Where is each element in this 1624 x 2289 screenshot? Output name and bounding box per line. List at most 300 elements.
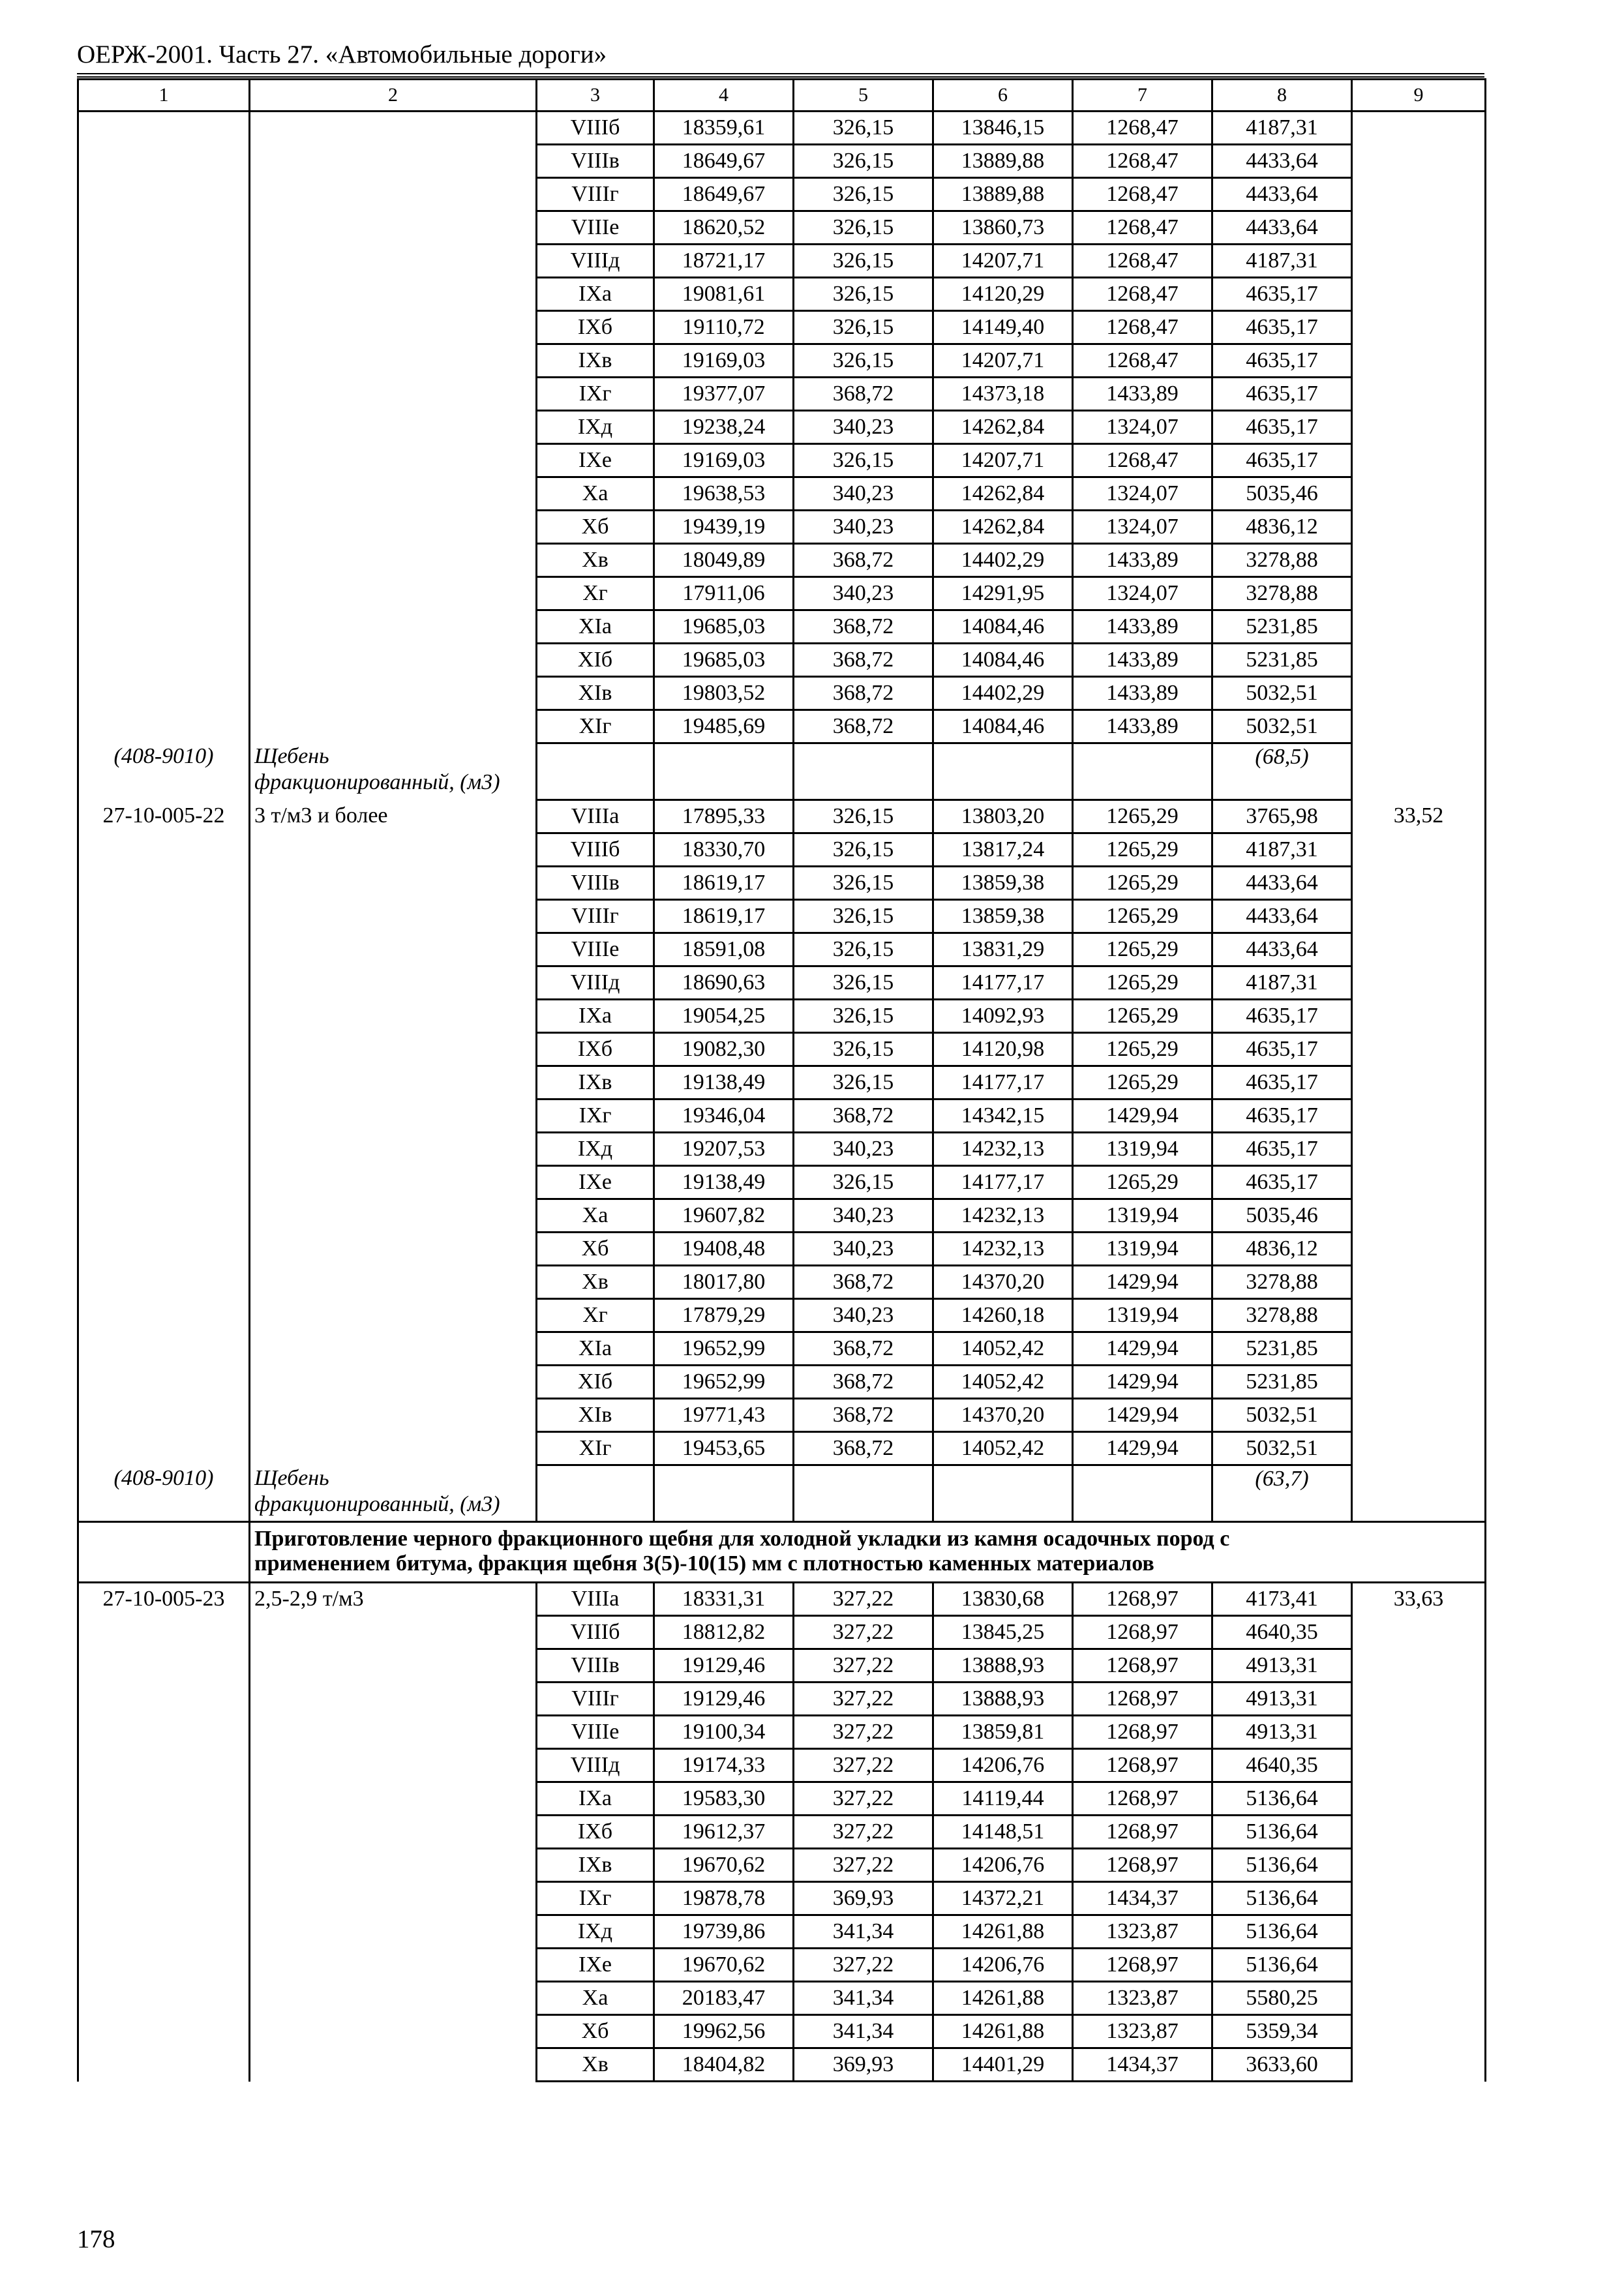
value-cell: 1265,29 xyxy=(1073,800,1212,833)
value-cell: 1265,29 xyxy=(1073,833,1212,867)
empty-cell xyxy=(250,411,537,444)
value-cell: 19962,56 xyxy=(654,2015,794,2048)
column-number: 9 xyxy=(1352,80,1486,112)
value-cell: 14342,15 xyxy=(933,1100,1073,1133)
value-cell: 19670,62 xyxy=(654,1949,794,1982)
resource-row xyxy=(78,743,1486,800)
zone-grade-cell: IXа xyxy=(537,1782,654,1816)
empty-cell xyxy=(250,1366,537,1399)
empty-cell xyxy=(250,444,537,477)
zone-grade-cell: Xг xyxy=(537,1299,654,1332)
table-row xyxy=(78,411,1486,444)
zone-grade-cell: VIIIб xyxy=(537,112,654,145)
table-row xyxy=(78,1882,1486,1915)
empty-cell xyxy=(1352,411,1486,444)
table-row xyxy=(78,211,1486,245)
table-row xyxy=(78,1749,1486,1782)
value-cell: 326,15 xyxy=(794,900,933,933)
value-cell: 4187,31 xyxy=(1212,112,1352,145)
empty-cell xyxy=(250,677,537,710)
value-cell: 5231,85 xyxy=(1212,1332,1352,1366)
value-cell: 13846,15 xyxy=(933,112,1073,145)
value-cell: 326,15 xyxy=(794,245,933,278)
empty-cell xyxy=(1352,1616,1486,1649)
empty-cell xyxy=(78,145,250,178)
table-row xyxy=(78,1616,1486,1649)
empty-cell xyxy=(78,577,250,610)
value-cell: 13830,68 xyxy=(933,1583,1073,1616)
empty-cell xyxy=(250,1915,537,1949)
table-row xyxy=(78,511,1486,544)
zone-grade-cell: IXг xyxy=(537,1100,654,1133)
resource-name-line: фракционированный, (м3) xyxy=(254,770,500,794)
resource-row xyxy=(78,1465,1486,1522)
value-cell: 14149,40 xyxy=(933,311,1073,344)
empty-cell xyxy=(1073,743,1212,800)
value-cell: 19174,33 xyxy=(654,1749,794,1782)
table-row xyxy=(78,145,1486,178)
value-cell: 326,15 xyxy=(794,1000,933,1033)
value-cell: 19082,30 xyxy=(654,1033,794,1066)
empty-cell xyxy=(78,544,250,577)
value-cell: 327,22 xyxy=(794,1949,933,1982)
value-cell: 5032,51 xyxy=(1212,710,1352,743)
table-row xyxy=(78,444,1486,477)
empty-cell xyxy=(537,1465,654,1522)
empty-cell xyxy=(1352,1782,1486,1816)
value-cell: 1265,29 xyxy=(1073,966,1212,1000)
value-cell: 18619,17 xyxy=(654,867,794,900)
empty-cell xyxy=(1352,112,1486,145)
value-cell: 14207,71 xyxy=(933,344,1073,378)
empty-cell xyxy=(250,1332,537,1366)
empty-cell xyxy=(250,344,537,378)
value-cell: 326,15 xyxy=(794,966,933,1000)
value-cell: 5136,64 xyxy=(1212,1949,1352,1982)
empty-cell xyxy=(78,1915,250,1949)
value-cell: 5032,51 xyxy=(1212,1399,1352,1432)
empty-cell xyxy=(250,178,537,211)
value-cell: 4635,17 xyxy=(1212,1133,1352,1166)
empty-cell xyxy=(794,1465,933,1522)
zone-grade-cell: VIIIг xyxy=(537,1683,654,1716)
table-row xyxy=(78,344,1486,378)
value-cell: 14372,21 xyxy=(933,1882,1073,1915)
value-cell: 1268,47 xyxy=(1073,278,1212,311)
value-cell: 14232,13 xyxy=(933,1133,1073,1166)
empty-cell xyxy=(78,511,250,544)
resource-code: (408-9010) xyxy=(113,743,214,768)
value-cell: 14261,88 xyxy=(933,1982,1073,2015)
table-row xyxy=(78,800,1486,833)
zone-grade-cell: XIб xyxy=(537,1366,654,1399)
empty-cell xyxy=(1352,1199,1486,1233)
table-row xyxy=(78,710,1486,743)
empty-cell xyxy=(78,966,250,1000)
table-row xyxy=(78,1949,1486,1982)
empty-cell xyxy=(1352,743,1486,800)
empty-cell xyxy=(1352,833,1486,867)
table-row xyxy=(78,477,1486,511)
value-cell: 1429,94 xyxy=(1073,1332,1212,1366)
zone-grade-cell: Xб xyxy=(537,511,654,544)
resource-code-cell xyxy=(78,743,250,800)
value-cell: 18404,82 xyxy=(654,2048,794,2082)
column-number: 7 xyxy=(1073,80,1212,112)
zone-grade-cell: VIIIб xyxy=(537,833,654,867)
table-row xyxy=(78,1233,1486,1266)
value-cell: 5136,64 xyxy=(1212,1816,1352,1849)
value-cell: 368,72 xyxy=(794,1266,933,1299)
empty-cell xyxy=(250,933,537,966)
empty-cell xyxy=(250,610,537,644)
empty-cell xyxy=(250,1000,537,1033)
table-row xyxy=(78,1133,1486,1166)
empty-cell xyxy=(794,743,933,800)
value-cell: 327,22 xyxy=(794,1583,933,1616)
value-cell: 340,23 xyxy=(794,1299,933,1332)
empty-cell xyxy=(250,245,537,278)
empty-cell xyxy=(1352,900,1486,933)
empty-cell xyxy=(78,1266,250,1299)
zone-grade-cell: Xв xyxy=(537,544,654,577)
zone-grade-cell: IXв xyxy=(537,1849,654,1882)
value-cell: 1268,47 xyxy=(1073,211,1212,245)
value-cell: 1429,94 xyxy=(1073,1266,1212,1299)
table-row xyxy=(78,610,1486,644)
value-cell: 3278,88 xyxy=(1212,1266,1352,1299)
value-cell: 14092,93 xyxy=(933,1000,1073,1033)
value-cell: 13889,88 xyxy=(933,145,1073,178)
empty-cell xyxy=(78,477,250,511)
empty-cell xyxy=(78,1849,250,1882)
value-cell: 14084,46 xyxy=(933,710,1073,743)
zone-grade-cell: VIIIг xyxy=(537,900,654,933)
empty-cell xyxy=(78,610,250,644)
value-cell: 326,15 xyxy=(794,833,933,867)
code-cell: 27-10-005-22 xyxy=(78,800,250,833)
value-cell: 14262,84 xyxy=(933,411,1073,444)
value-cell: 18649,67 xyxy=(654,178,794,211)
empty-cell xyxy=(1352,1749,1486,1782)
empty-cell xyxy=(1352,311,1486,344)
table-row xyxy=(78,1716,1486,1749)
empty-cell xyxy=(78,278,250,311)
empty-cell xyxy=(250,1066,537,1100)
zone-grade-cell: IXе xyxy=(537,444,654,477)
value-cell: 20183,47 xyxy=(654,1982,794,2015)
header-rule-top xyxy=(77,73,1484,74)
table-row xyxy=(78,1033,1486,1066)
value-cell: 4635,17 xyxy=(1212,278,1352,311)
empty-cell xyxy=(78,311,250,344)
empty-cell xyxy=(250,1882,537,1915)
value-cell: 18649,67 xyxy=(654,145,794,178)
empty-cell xyxy=(1352,1366,1486,1399)
table-row xyxy=(78,1583,1486,1616)
value-cell: 19129,46 xyxy=(654,1683,794,1716)
value-cell: 13803,20 xyxy=(933,800,1073,833)
empty-cell xyxy=(78,178,250,211)
value-cell: 14232,13 xyxy=(933,1233,1073,1266)
column-number: 5 xyxy=(794,80,933,112)
table-row xyxy=(78,112,1486,145)
column-number: 2 xyxy=(250,80,537,112)
empty-cell xyxy=(1352,933,1486,966)
value-cell: 14120,98 xyxy=(933,1033,1073,1066)
empty-cell xyxy=(250,1949,537,1982)
zone-grade-cell: Xа xyxy=(537,1982,654,2015)
value-cell: 326,15 xyxy=(794,933,933,966)
value-cell: 368,72 xyxy=(794,677,933,710)
zone-grade-cell: IXв xyxy=(537,1066,654,1100)
value-cell: 1265,29 xyxy=(1073,1000,1212,1033)
value-cell: 19771,43 xyxy=(654,1399,794,1432)
value-cell: 1323,87 xyxy=(1073,1982,1212,2015)
value-cell: 1268,97 xyxy=(1073,1949,1212,1982)
value-cell: 368,72 xyxy=(794,1432,933,1465)
empty-cell xyxy=(250,2048,537,2082)
zone-grade-cell: VIIIв xyxy=(537,867,654,900)
value-cell: 1268,47 xyxy=(1073,311,1212,344)
value-cell: 14084,46 xyxy=(933,610,1073,644)
empty-cell xyxy=(250,966,537,1000)
value-cell: 1434,37 xyxy=(1073,1882,1212,1915)
value-cell: 340,23 xyxy=(794,1233,933,1266)
empty-cell xyxy=(933,1465,1073,1522)
table-row xyxy=(78,1332,1486,1366)
empty-cell xyxy=(78,2015,250,2048)
empty-cell xyxy=(250,1649,537,1683)
empty-cell xyxy=(78,1782,250,1816)
value-cell: 1268,97 xyxy=(1073,1616,1212,1649)
description-cell: 2,5-2,9 т/м3 xyxy=(250,1583,537,1616)
value-cell: 1268,47 xyxy=(1073,178,1212,211)
value-cell: 1429,94 xyxy=(1073,1366,1212,1399)
value-cell: 5231,85 xyxy=(1212,1366,1352,1399)
value-cell: 19054,25 xyxy=(654,1000,794,1033)
value-cell: 340,23 xyxy=(794,1199,933,1233)
value-cell: 19485,69 xyxy=(654,710,794,743)
value-cell: 5136,64 xyxy=(1212,1849,1352,1882)
value-cell: 19110,72 xyxy=(654,311,794,344)
empty-cell xyxy=(78,245,250,278)
value-cell: 19685,03 xyxy=(654,610,794,644)
table-row xyxy=(78,833,1486,867)
empty-cell xyxy=(78,1982,250,2015)
value-cell: 1324,07 xyxy=(1073,511,1212,544)
empty-cell xyxy=(250,1432,537,1465)
table-row xyxy=(78,311,1486,344)
zone-grade-cell: XIа xyxy=(537,1332,654,1366)
zone-grade-cell: XIв xyxy=(537,677,654,710)
value-cell: 4635,17 xyxy=(1212,1166,1352,1199)
value-cell: 327,22 xyxy=(794,1649,933,1683)
value-cell: 4836,12 xyxy=(1212,1233,1352,1266)
value-cell: 19652,99 xyxy=(654,1366,794,1399)
empty-cell xyxy=(654,743,794,800)
value-cell: 4635,17 xyxy=(1212,444,1352,477)
zone-grade-cell: VIIIд xyxy=(537,245,654,278)
value-cell: 14262,84 xyxy=(933,477,1073,511)
empty-cell xyxy=(1352,1233,1486,1266)
value-cell: 327,22 xyxy=(794,1816,933,1849)
zone-grade-cell: IXг xyxy=(537,1882,654,1915)
table-row xyxy=(78,933,1486,966)
value-cell: 13888,93 xyxy=(933,1683,1073,1716)
empty-cell xyxy=(1352,677,1486,710)
empty-cell xyxy=(78,1199,250,1233)
value-cell: 1433,89 xyxy=(1073,710,1212,743)
value-cell: 17895,33 xyxy=(654,800,794,833)
zone-grade-cell: Xб xyxy=(537,1233,654,1266)
value-cell: 1268,97 xyxy=(1073,1816,1212,1849)
empty-cell xyxy=(78,1000,250,1033)
value-cell: 1429,94 xyxy=(1073,1432,1212,1465)
table-row xyxy=(78,1100,1486,1133)
empty-cell xyxy=(250,278,537,311)
value-cell: 1434,37 xyxy=(1073,2048,1212,2082)
value-cell: 340,23 xyxy=(794,1133,933,1166)
value-cell: 5136,64 xyxy=(1212,1782,1352,1816)
value-cell: 18359,61 xyxy=(654,112,794,145)
value-cell: 326,15 xyxy=(794,444,933,477)
value-cell: 19138,49 xyxy=(654,1066,794,1100)
empty-cell xyxy=(250,1982,537,2015)
table-row xyxy=(78,2048,1486,2082)
value-cell: 368,72 xyxy=(794,544,933,577)
value-cell: 1319,94 xyxy=(1073,1133,1212,1166)
empty-cell xyxy=(250,1100,537,1133)
empty-cell xyxy=(78,2048,250,2082)
empty-cell xyxy=(78,1716,250,1749)
value-cell: 369,93 xyxy=(794,1882,933,1915)
table-row xyxy=(78,1066,1486,1100)
zone-grade-cell: IXа xyxy=(537,278,654,311)
empty-cell xyxy=(1352,867,1486,900)
value-cell: 19612,37 xyxy=(654,1816,794,1849)
column-number: 8 xyxy=(1212,80,1352,112)
empty-cell xyxy=(78,1033,250,1066)
empty-cell xyxy=(1352,966,1486,1000)
description-cell: 3 т/м3 и более xyxy=(250,800,537,833)
value-cell: 19138,49 xyxy=(654,1166,794,1199)
zone-grade-cell: VIIIе xyxy=(537,1716,654,1749)
value-cell: 14120,29 xyxy=(933,278,1073,311)
empty-cell xyxy=(78,1233,250,1266)
resource-qty-cell xyxy=(1212,743,1352,800)
value-cell: 4913,31 xyxy=(1212,1683,1352,1716)
value-cell: 19081,61 xyxy=(654,278,794,311)
zone-grade-cell: VIIIа xyxy=(537,1583,654,1616)
value-cell: 19207,53 xyxy=(654,1133,794,1166)
empty-cell xyxy=(78,411,250,444)
value-cell: 5359,34 xyxy=(1212,2015,1352,2048)
value-cell: 326,15 xyxy=(794,800,933,833)
value-cell: 4635,17 xyxy=(1212,1066,1352,1100)
empty-cell xyxy=(250,1233,537,1266)
value-cell: 326,15 xyxy=(794,145,933,178)
value-cell: 5136,64 xyxy=(1212,1915,1352,1949)
value-cell: 14177,17 xyxy=(933,1066,1073,1100)
document-header: ОЕРЖ-2001. Часть 27. «Автомобильные дороги» xyxy=(77,40,607,68)
empty-cell xyxy=(78,933,250,966)
empty-cell xyxy=(250,1299,537,1332)
resource-qty-cell xyxy=(1212,1465,1352,1522)
section-heading-line: применением битума, фракция щебня 3(5)-10(15) мм с плотностью каменных материалов xyxy=(254,1551,1154,1576)
empty-cell xyxy=(1352,245,1486,278)
empty-cell xyxy=(250,1133,537,1166)
empty-cell xyxy=(933,743,1073,800)
value-cell: 368,72 xyxy=(794,644,933,677)
value-cell: 19100,34 xyxy=(654,1716,794,1749)
empty-cell xyxy=(1352,1465,1486,1522)
value-cell: 19583,30 xyxy=(654,1782,794,1816)
value-cell: 1268,47 xyxy=(1073,112,1212,145)
value-cell: 1433,89 xyxy=(1073,378,1212,411)
value-cell: 4640,35 xyxy=(1212,1749,1352,1782)
column-number: 6 xyxy=(933,80,1073,112)
empty-cell xyxy=(78,867,250,900)
value-cell: 368,72 xyxy=(794,1332,933,1366)
resource-code-cell xyxy=(78,1465,250,1522)
zone-grade-cell: VIIIв xyxy=(537,1649,654,1683)
value-cell: 19408,48 xyxy=(654,1233,794,1266)
column-number: 4 xyxy=(654,80,794,112)
value-cell: 1324,07 xyxy=(1073,477,1212,511)
value-cell: 3765,98 xyxy=(1212,800,1352,833)
value-cell: 14206,76 xyxy=(933,1849,1073,1882)
value-cell: 4836,12 xyxy=(1212,511,1352,544)
value-cell: 13859,81 xyxy=(933,1716,1073,1749)
zone-grade-cell: VIIIа xyxy=(537,800,654,833)
zone-grade-cell: VIIIг xyxy=(537,178,654,211)
value-cell: 14370,20 xyxy=(933,1399,1073,1432)
value-cell: 19607,82 xyxy=(654,1199,794,1233)
empty-cell xyxy=(78,1299,250,1332)
section-heading xyxy=(250,1522,1486,1583)
zone-grade-cell: XIв xyxy=(537,1399,654,1432)
value-cell: 327,22 xyxy=(794,1683,933,1716)
value-cell: 13817,24 xyxy=(933,833,1073,867)
value-cell: 19803,52 xyxy=(654,677,794,710)
value-cell: 14262,84 xyxy=(933,511,1073,544)
section-heading-row xyxy=(78,1522,1486,1583)
empty-cell xyxy=(78,1816,250,1849)
value-cell: 341,34 xyxy=(794,1982,933,2015)
empty-cell xyxy=(1352,544,1486,577)
zone-grade-cell: IXд xyxy=(537,1915,654,1949)
value-cell: 19652,99 xyxy=(654,1332,794,1366)
value-cell: 5231,85 xyxy=(1212,610,1352,644)
empty-cell xyxy=(250,1749,537,1782)
value-cell: 4635,17 xyxy=(1212,311,1352,344)
value-cell: 14370,20 xyxy=(933,1266,1073,1299)
zone-grade-cell: Xв xyxy=(537,2048,654,2082)
empty-cell xyxy=(1352,1266,1486,1299)
value-cell: 14119,44 xyxy=(933,1782,1073,1816)
value-cell: 14291,95 xyxy=(933,577,1073,610)
empty-cell xyxy=(1352,178,1486,211)
value-cell: 1433,89 xyxy=(1073,644,1212,677)
value-cell: 368,72 xyxy=(794,378,933,411)
value-cell: 14261,88 xyxy=(933,1915,1073,1949)
zone-grade-cell: IXе xyxy=(537,1166,654,1199)
empty-cell xyxy=(1352,2048,1486,2082)
empty-cell xyxy=(78,1100,250,1133)
empty-cell xyxy=(1352,1716,1486,1749)
empty-cell xyxy=(78,344,250,378)
